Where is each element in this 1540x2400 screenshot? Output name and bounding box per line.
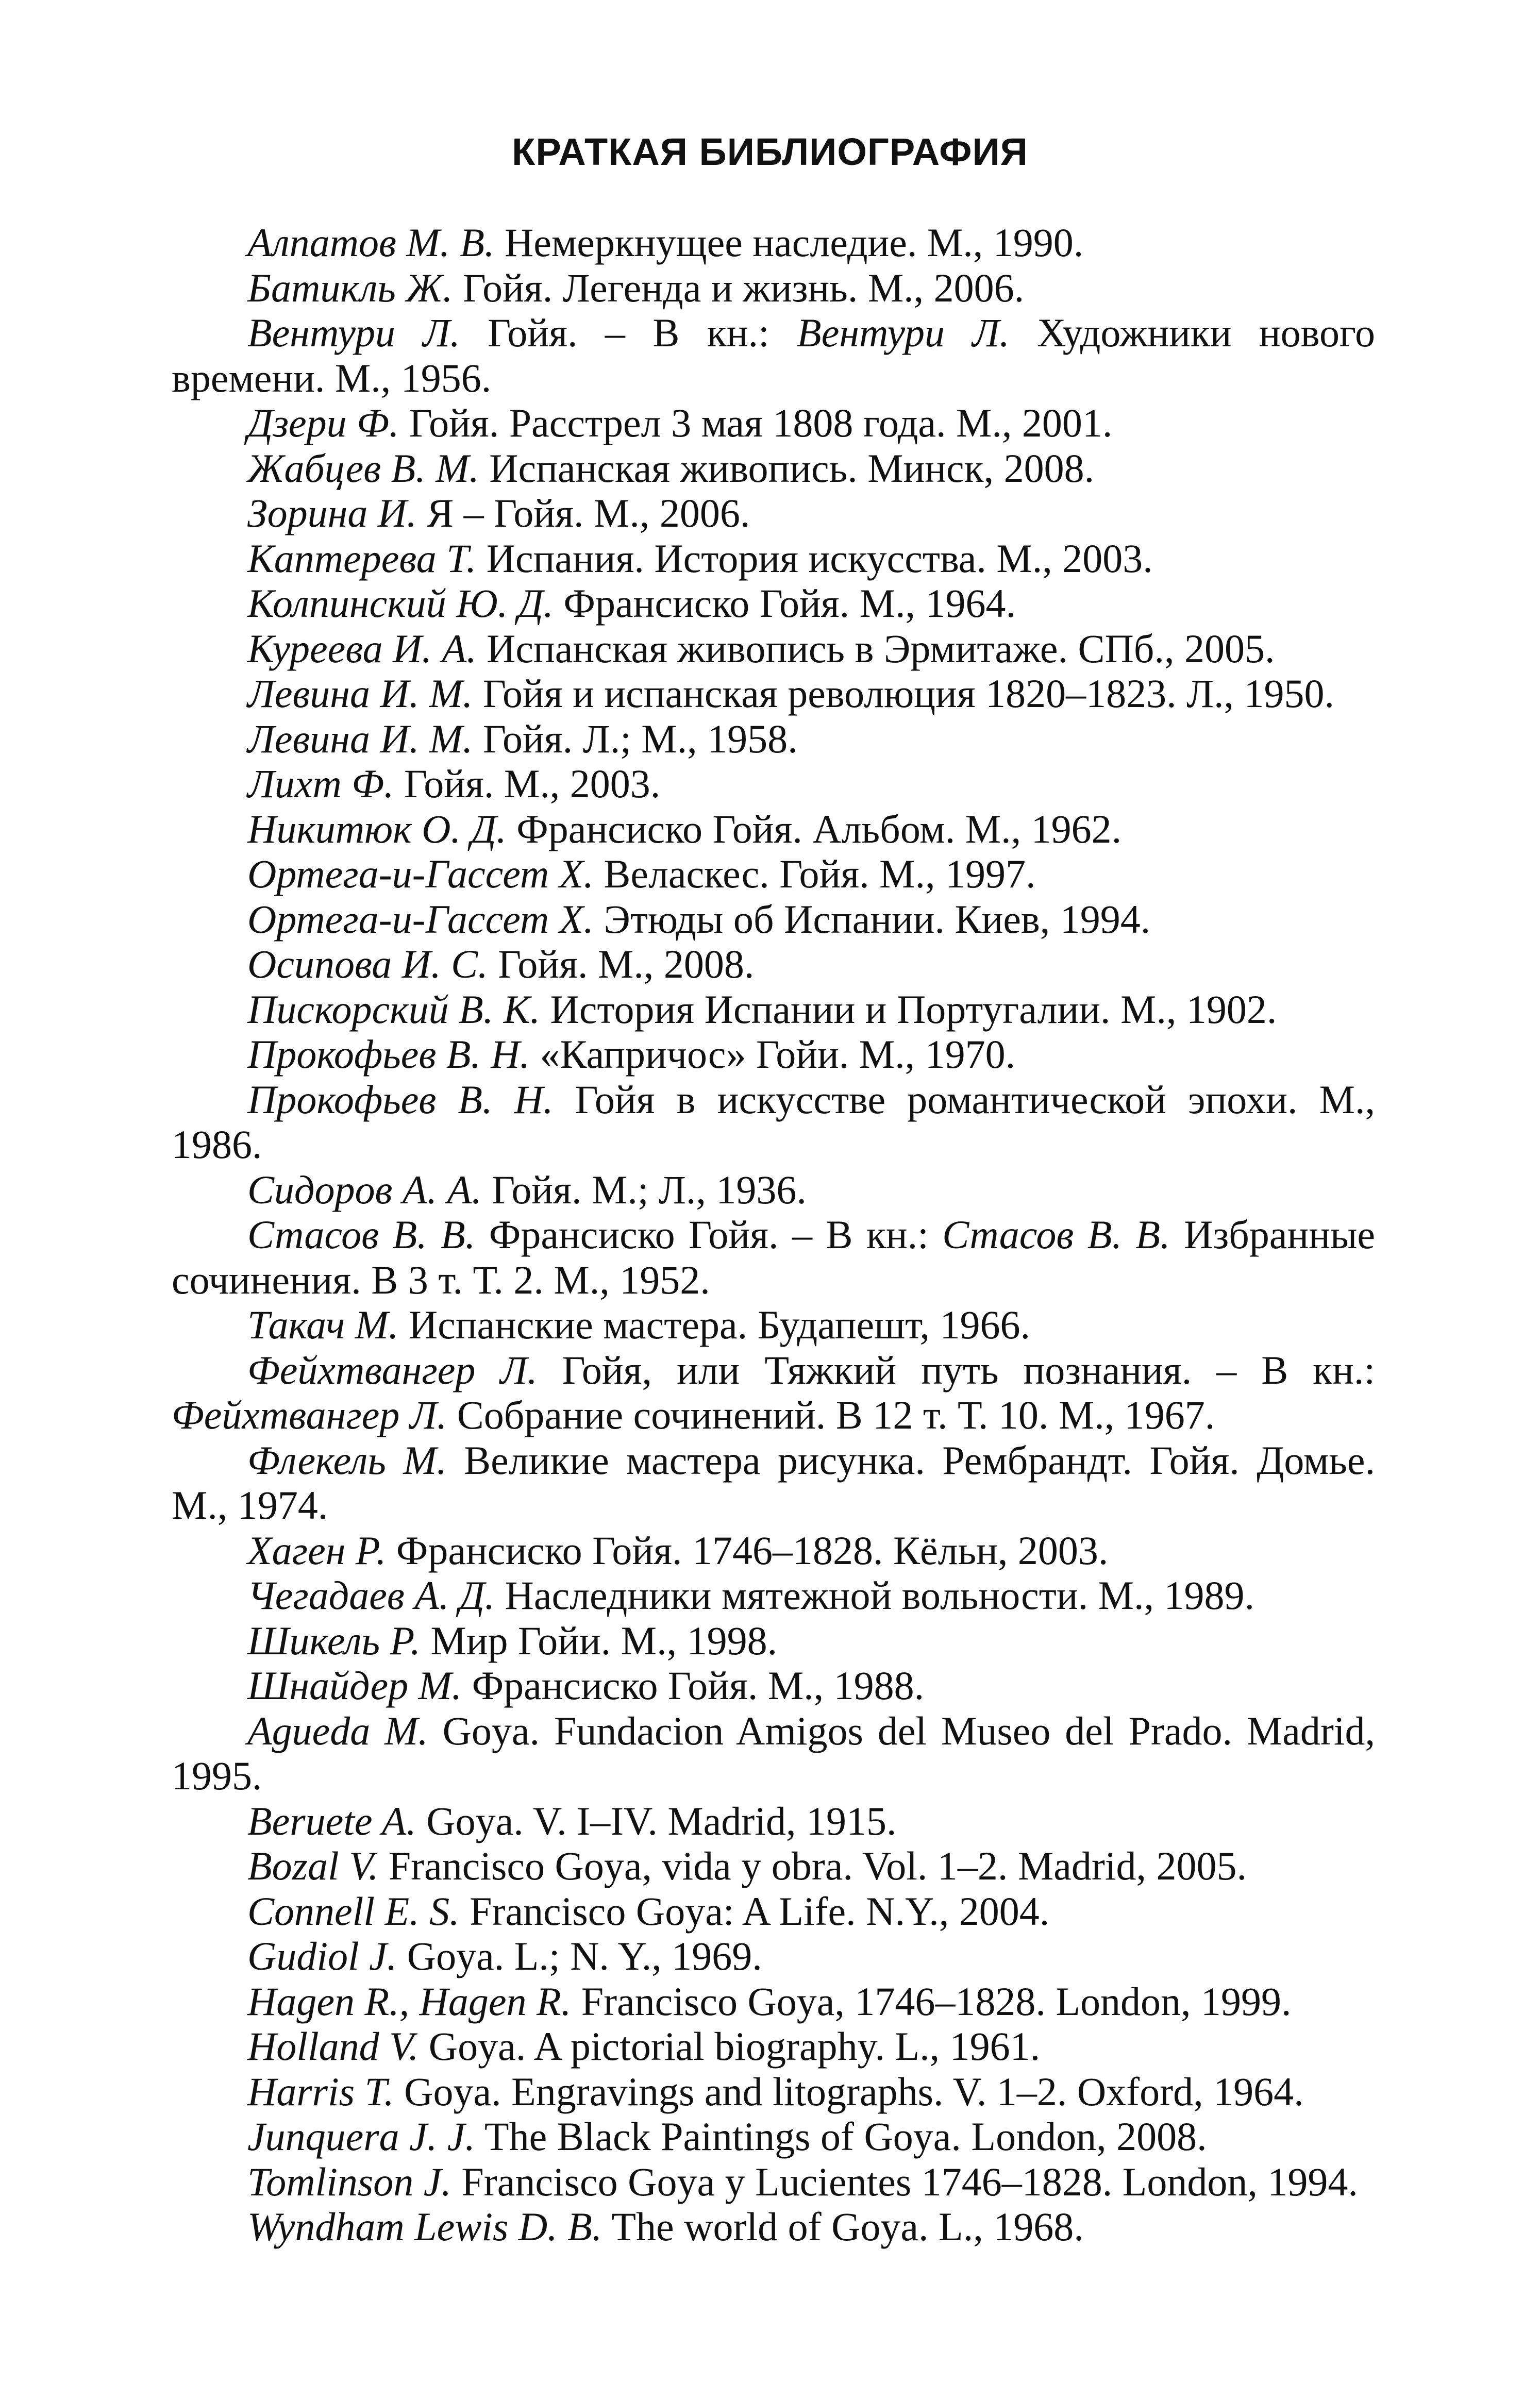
entry-text: Гойя и испанская революция 1820–1823. Л., 1950. [473, 671, 1335, 716]
entry-text: Goya. Fundacion Amigos del Museo del Prado. Madrid, 1995. [172, 1708, 1376, 1798]
entry-text: Francisco Goya, 1746–1828. London, 1999. [571, 1978, 1292, 2024]
bibliography-entry [172, 2159, 1375, 2205]
bibliography-entry [172, 1348, 1375, 1438]
entry-source-author: Фейхтвангер Л. [172, 1392, 447, 1437]
entry-author: Дзери Ф. [247, 400, 399, 445]
entry-text: Франсиско Гойя. 1746–1828. Кёльн, 2003. [386, 1528, 1109, 1573]
bibliography-entry [172, 897, 1375, 942]
entry-author: Holland V. [247, 2024, 419, 2069]
entry-text: Испанская живопись. Минск, 2008. [479, 445, 1095, 491]
entry-author: Harris T. [247, 2069, 394, 2114]
bibliography-entry [172, 2114, 1375, 2159]
entry-text: The Black Paintings of Goya. London, 2008. [475, 2114, 1207, 2159]
entry-source-author: Стасов В. В. [942, 1212, 1170, 1257]
entry-author: Флекель М. [247, 1437, 447, 1483]
entry-text: Франсиско Гойя. М., 1988. [462, 1663, 925, 1708]
entry-text: «Капричос» Гойи. М., 1970. [530, 1032, 1016, 1077]
bibliography-entry [172, 1708, 1375, 1799]
entry-text: Гойя. Л.; М., 1958. [473, 716, 798, 761]
entry-text: История Испании и Португалии. М., 1902. [540, 986, 1277, 1032]
bibliography-entry [172, 446, 1375, 491]
bibliography-list [172, 220, 1375, 2250]
bibliography-entry [172, 2069, 1375, 2114]
entry-author: Левина И. М. [247, 716, 473, 761]
entry-author: Алпатов М. В. [247, 220, 495, 265]
bibliography-entry [172, 1167, 1375, 1213]
entry-author: Прокофьев В. Н. [247, 1077, 554, 1122]
entry-text: Гойя. – В кн.: [460, 310, 797, 355]
entry-author: Осипова И. С. [247, 942, 488, 986]
entry-text: Немеркнущее наследие. М., 1990. [494, 220, 1084, 265]
entry-text: Goya. A pictorial biography. L., 1961. [419, 2024, 1041, 2069]
bibliography-entry [172, 1618, 1375, 1664]
bibliography-entry [172, 1077, 1375, 1167]
entry-author: Tomlinson J. [247, 2159, 451, 2204]
entry-source-text: Собрание сочинений. В 12 т. Т. 10. М., 1967. [447, 1392, 1215, 1437]
bibliography-entry [172, 220, 1375, 265]
entry-author: Agueda M. [247, 1708, 428, 1753]
bibliography-entry [172, 1528, 1375, 1573]
entry-author: Стасов В. В. [247, 1212, 476, 1257]
entry-text: Этюды об Испании. Киев, 1994. [593, 896, 1151, 942]
bibliography-entry [172, 987, 1375, 1032]
entry-text: Goya. L.; N. Y., 1969. [397, 1934, 762, 1978]
bibliography-entry [172, 1979, 1375, 2024]
entry-author: Каптерева Т. [247, 535, 477, 581]
entry-text: Francisco Goya: A Life. N.Y., 2004. [459, 1888, 1050, 1934]
bibliography-entry [172, 491, 1375, 536]
entry-text: Наследники мятежной вольности. М., 1989. [495, 1573, 1254, 1618]
entry-author: Шикель Р. [247, 1618, 421, 1663]
entry-author: Beruete A. [247, 1798, 416, 1843]
bibliography-entry [172, 716, 1375, 762]
bibliography-entry [172, 400, 1375, 446]
entry-author: Сидоров А. А. [247, 1167, 482, 1212]
bibliography-entry [172, 1212, 1375, 1302]
entry-author: Жабцев В. М. [247, 445, 479, 491]
entry-author: Пискорский В. К. [247, 986, 541, 1032]
entry-text: Гойя. Легенда и жизнь. М., 2006. [453, 265, 1025, 310]
entry-author: Junquera J. J. [247, 2114, 475, 2159]
entry-text: Гойя. М., 2008. [488, 942, 755, 986]
bibliography-entry [172, 310, 1375, 400]
entry-author: Вентури Л. [247, 310, 460, 355]
entry-author: Wyndham Lewis D. B. [247, 2204, 602, 2249]
bibliography-entry [172, 581, 1375, 626]
entry-author: Зорина И. [247, 491, 417, 535]
bibliography-entry [172, 2204, 1375, 2250]
entry-author: Никитюк О. Д. [247, 806, 507, 851]
entry-text: Я – Гойя. М., 2006. [416, 491, 750, 535]
entry-author: Ортега-и-Гассет Х. [247, 851, 594, 896]
bibliography-entry [172, 626, 1375, 672]
entry-text: Гойя. М., 2003. [394, 761, 661, 806]
page-title: КРАТКАЯ БИБЛИОГРАФИЯ [512, 130, 1028, 173]
entry-text: Francisco Goya y Lucientes 1746–1828. London, 1994. [451, 2159, 1358, 2204]
bibliography-entry [172, 536, 1375, 581]
entry-text: Веласкес. Гойя. М., 1997. [593, 851, 1036, 896]
entry-text: Гойя. Расстрел 3 мая 1808 года. М., 2001. [399, 400, 1113, 445]
entry-source-text: Избранные сочинения. В 3 т. Т. 2. М., 1952. [172, 1212, 1375, 1302]
entry-text: Испанские мастера. Будапешт, 1966. [398, 1302, 1030, 1347]
entry-author: Куреева И. А. [247, 626, 477, 671]
entry-author: Шнайдер М. [247, 1663, 462, 1708]
bibliography-entry [172, 1934, 1375, 1979]
entry-author: Bozal V. [247, 1843, 379, 1888]
bibliography-entry [172, 761, 1375, 807]
entry-author: Хаген Р. [247, 1528, 387, 1573]
bibliography-entry [172, 1438, 1375, 1528]
entry-text: Испанская живопись в Эрмитаже. СПб., 2005. [476, 626, 1275, 671]
entry-author: Левина И. М. [247, 671, 473, 716]
entry-source-text: Художники нового времени. М., 1956. [172, 310, 1376, 400]
bibliography-entry [172, 265, 1375, 311]
bibliography-entry [172, 851, 1375, 897]
entry-author: Прокофьев В. Н. [247, 1032, 530, 1077]
entry-text: Francisco Goya, vida y obra. Vol. 1–2. Madrid, 2005. [378, 1843, 1247, 1888]
entry-text: Франсиско Гойя. – В кн.: [475, 1212, 943, 1257]
bibliography-entry [172, 1302, 1375, 1348]
bibliography-entry [172, 2024, 1375, 2069]
entry-text: Испания. История искусства. М., 2003. [476, 535, 1153, 581]
bibliography-entry [172, 942, 1375, 987]
entry-text: Goya. V. I–IV. Madrid, 1915. [416, 1798, 897, 1843]
bibliography-entry [172, 1032, 1375, 1077]
entry-author: Фейхтвангер Л. [247, 1347, 538, 1392]
entry-text: The world of Goya. L., 1968. [602, 2204, 1084, 2249]
bibliography-entry [172, 1889, 1375, 1934]
bibliography-entry [172, 1573, 1375, 1618]
bibliography-entry [172, 1799, 1375, 1844]
entry-author: Колпинский Ю. Д. [247, 581, 554, 626]
entry-text: Мир Гойи. М., 1998. [420, 1618, 778, 1663]
entry-text: Гойя, или Тяжкий путь познания. – В кн.: [537, 1347, 1375, 1392]
entry-text: Франсиско Гойя. Альбом. М., 1962. [506, 806, 1122, 851]
entry-author: Чегадаев А. Д. [247, 1573, 495, 1618]
entry-text: Гойя. М.; Л., 1936. [481, 1167, 807, 1212]
bibliography-entry [172, 1663, 1375, 1708]
entry-author: Ортега-и-Гассет Х. [247, 896, 594, 942]
entry-text: Великие мастера рисунка. Рембрандт. Гойя. Домье. М., 1974. [172, 1437, 1375, 1528]
bibliography-entry [172, 807, 1375, 852]
bibliography-entry [172, 1843, 1375, 1889]
entry-author: Gudiol J. [247, 1934, 397, 1978]
entry-source-author: Вентури Л. [797, 310, 1010, 355]
entry-author: Connell E. S. [247, 1888, 460, 1934]
entry-author: Такач М. [247, 1302, 399, 1347]
entry-text: Goya. Engravings and litographs. V. 1–2. Oxford, 1964. [394, 2069, 1304, 2114]
entry-text: Франсиско Гойя. М., 1964. [553, 581, 1016, 626]
entry-author: Hagen R., Hagen R. [247, 1978, 572, 2024]
entry-author: Батикль Ж. [247, 265, 453, 310]
entry-author: Лихт Ф. [247, 761, 394, 806]
bibliography-entry [172, 671, 1375, 716]
entry-text: Гойя в искусстве романтической эпохи. М., 1986. [172, 1077, 1376, 1167]
